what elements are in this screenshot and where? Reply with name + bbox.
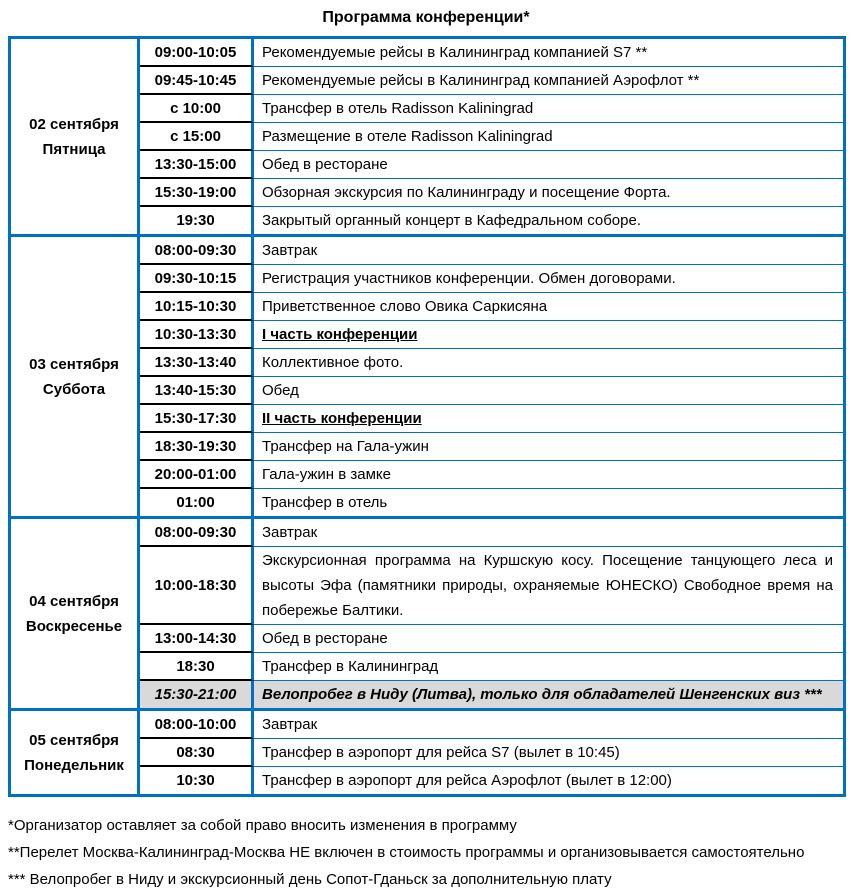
row-description-text: II часть конференции [262,410,422,427]
table-row [140,321,843,349]
day-rows [140,39,843,234]
row-time: 19:30 [140,207,254,234]
day-group [11,39,843,237]
footnote-line: *** Велопробег в Ниду и экскурсионный день Сопот-Гданьск за дополнительную плату [8,871,612,888]
row-description [254,767,843,794]
table-row [140,67,843,95]
row-time: 09:00-10:05 [140,39,254,67]
row-description-text: Завтрак [262,716,318,733]
footnotes [8,812,844,893]
table-row [140,739,843,767]
row-time: 18:30-19:30 [140,433,254,461]
footnote-line: *Организатор оставляет за собой право вносить изменения в программу [8,817,517,834]
row-description [254,739,843,767]
table-row [140,405,843,433]
row-time: 13:30-13:40 [140,349,254,377]
table-row [140,547,843,625]
row-description [254,151,843,179]
row-description-text: Коллективное фото. [262,354,404,371]
row-description [254,39,843,67]
row-description [254,179,843,207]
table-row [140,179,843,207]
row-description [254,95,843,123]
row-description [254,265,843,293]
row-time: с 15:00 [140,123,254,151]
row-description [254,123,843,151]
row-time: 13:30-15:00 [140,151,254,179]
program-table [8,36,846,797]
table-row [140,265,843,293]
row-description [254,519,843,547]
row-description [254,377,843,405]
row-description-text: Трансфер в Калининград [262,658,439,675]
day-rows [140,237,843,516]
row-description [254,207,843,234]
table-row [140,461,843,489]
row-description-text: Обед в ресторане [262,630,388,647]
row-description [254,461,843,489]
row-description [254,67,843,95]
row-description-text: Обзорная экскурсия по Калининграду и посещение Форта. [262,184,671,201]
row-description-text: Трансфер в отель Radisson Kaliningrad [262,100,534,117]
table-row [140,349,843,377]
day-cell [11,711,140,794]
row-description-text: Обед в ресторане [262,156,388,173]
table-row [140,625,843,653]
table-row [140,489,843,516]
row-time: 13:00-14:30 [140,625,254,653]
day-date: 03 сентября [29,355,119,373]
day-group [11,519,843,711]
row-description-text: Размещение в отеле Radisson Kaliningrad [262,128,553,145]
day-rows [140,519,843,708]
row-time: 15:30-19:00 [140,179,254,207]
row-time: 09:45-10:45 [140,67,254,95]
table-row [140,95,843,123]
table-row [140,653,843,681]
table-row [140,39,843,67]
row-description-text: Обед [262,382,299,399]
day-cell [11,519,140,708]
table-row [140,151,843,179]
day-weekday: Пятница [42,140,106,158]
table-row [140,293,843,321]
row-description-text: Завтрак [262,524,318,541]
row-description-text: Трансфер на Гала-ужин [262,438,429,455]
table-row [140,123,843,151]
row-time: 08:00-09:30 [140,237,254,265]
row-description [254,321,843,349]
row-description-text: Рекомендуемые рейсы в Калининград компанией Аэрофлот ** [262,72,700,89]
page-title: Программа конференции* [322,9,530,26]
row-time: 01:00 [140,489,254,516]
row-description [254,293,843,321]
row-time: 10:00-18:30 [140,547,254,625]
row-description-text: Трансфер в аэропорт для рейса Аэрофлот (вылет в 12:00) [262,772,672,789]
row-time: 15:30-21:00 [140,681,254,708]
row-description [254,433,843,461]
row-description-text: Гала-ужин в замке [262,466,391,483]
table-row [140,207,843,234]
day-date: 02 сентября [29,115,119,133]
row-time: 08:30 [140,739,254,767]
row-time: 13:40-15:30 [140,377,254,405]
day-weekday: Понедельник [24,756,124,774]
row-time: 09:30-10:15 [140,265,254,293]
row-time: 18:30 [140,653,254,681]
row-time: 10:30 [140,767,254,794]
table-row [140,377,843,405]
table-row [140,237,843,265]
day-weekday: Суббота [42,380,106,398]
row-description-text: Трансфер в отель [262,494,388,511]
day-rows [140,711,843,794]
row-description [254,237,843,265]
row-time: 10:30-13:30 [140,321,254,349]
row-time: 08:00-10:00 [140,711,254,739]
row-description [254,489,843,516]
row-description-text: Приветственное слово Овика Саркисяна [262,298,548,315]
row-time: 10:15-10:30 [140,293,254,321]
table-row [140,681,843,708]
row-description [254,405,843,433]
row-description [254,625,843,653]
row-description [254,349,843,377]
row-description [254,547,843,625]
row-description [254,711,843,739]
row-description-text: Закрытый органный концерт в Кафедральном соборе. [262,212,641,229]
day-date: 04 сентября [29,592,119,610]
day-group [11,237,843,519]
table-row [140,711,843,739]
table-row [140,519,843,547]
footnote-line: **Перелет Москва-Калининград-Москва НЕ включен в стоимость программы и организовывается самостоятельно [8,844,805,861]
row-time: с 10:00 [140,95,254,123]
table-row [140,767,843,794]
row-description [254,653,843,681]
row-description-text: Трансфер в аэропорт для рейса S7 (вылет в 10:45) [262,744,620,761]
row-description-text: Велопробег в Ниду (Литва), только для обладателей Шенгенских виз *** [262,686,822,703]
day-cell [11,39,140,234]
day-group [11,711,843,794]
row-time: 15:30-17:30 [140,405,254,433]
day-cell [11,237,140,516]
table-row [140,433,843,461]
row-description-text: Экскурсионная программа на Куршскую косу. Посещение танцующего леса и высоты Эфа (памятники природы, охраняемые ЮНЕСКО) Свободное время на побережье Балтики. [262,552,833,619]
row-description-text: Регистрация участников конференции. Обмен договорами. [262,270,676,287]
row-description-text: Рекомендуемые рейсы в Калининград компанией S7 ** [262,44,648,61]
row-description [254,681,843,708]
day-weekday: Воскресенье [25,617,123,635]
row-description-text: I часть конференции [262,326,418,343]
day-date: 05 сентября [29,731,119,749]
row-description-text: Завтрак [262,242,318,259]
row-time: 08:00-09:30 [140,519,254,547]
row-time: 20:00-01:00 [140,461,254,489]
